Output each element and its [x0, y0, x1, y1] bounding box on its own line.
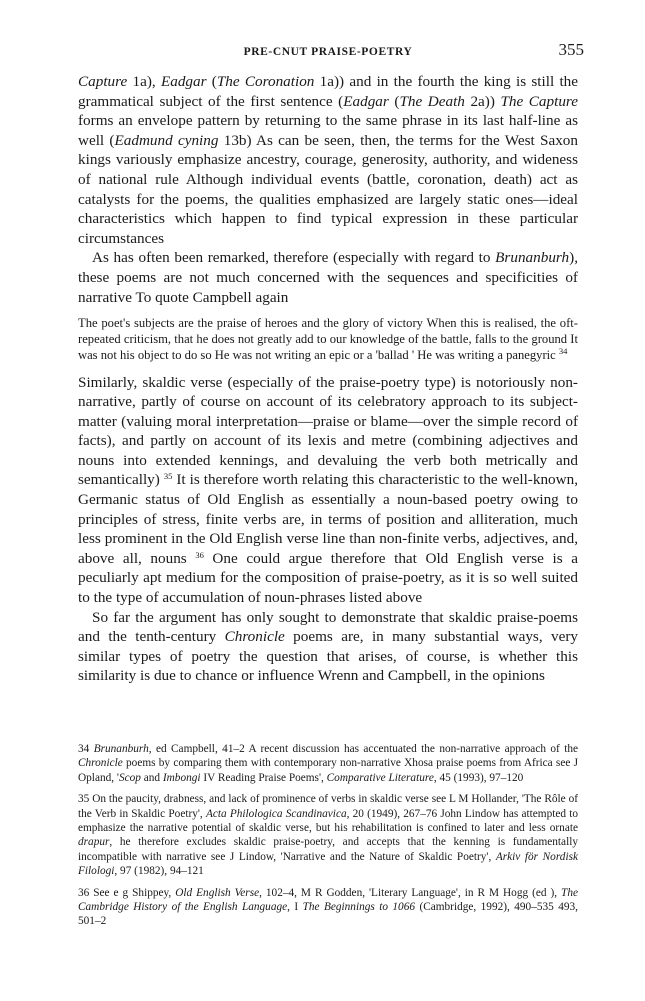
footnote-ref: 34 [558, 345, 568, 356]
italic-text: The Beginnings to 1066 [302, 901, 416, 914]
text-run: As has often been remarked, therefore (especially with regard to [92, 249, 496, 267]
italic-text: The Capture [500, 92, 579, 110]
italic-text: The Cambridge History of the English Language [78, 886, 578, 914]
text-run: poems by comparing them with contemporary non-narrative Xhosa praise poems from Africa see J Opland, ' [78, 757, 578, 784]
text-run: 13b) As can be seen, then, the terms for the West Saxon kings variously emphasize ancestry, courage, generosity, authority, and wideness of national rule Although individual events (battle, coronation, death) act as catalysts for the poems, the qualities emphasized are largely static ones—ideal characteristics which happen to find typical expression in these particular circumstances [78, 131, 578, 247]
italic-text: Acta Philologica Scandinavica [205, 807, 347, 820]
footnote-34 [78, 742, 578, 785]
text-run: (Cambridge, 1992), 490–535 493, 501–2 [78, 901, 578, 928]
text-run: and [140, 771, 163, 784]
text-run: 35 On the paucity, drabness, and lack of prominence of verbs in skaldic verse see L M Hollander, 'The Rôle of the Verb in Skaldic Poetry', [78, 793, 578, 820]
text-run: The poet's subjects are the praise of heroes and the glory of victory When this is realised, the oft-repeated criticism, that he does not greatly add to our knowledge of the battle, falls to the ground It was not his object to do so He was not writing an epic or a 'ballad ' He was writing a panegyric [78, 316, 578, 362]
italic-text: The Coronation [216, 73, 315, 90]
paragraph [78, 248, 578, 307]
italic-text: Brunanburh [495, 249, 570, 267]
text-run: It is therefore worth relating this characteristic to the well-known, Germanic status of Old English as essentially a noun-based poetry owing to principles of stress, finite verbs are, in terms of position and alliteration, much less prominent in the Old English verse line than non-finite verbs, adjectives, and, above all, nouns [78, 471, 578, 567]
italic-text: Chronicle [224, 628, 285, 646]
italic-text: Eadgar [160, 73, 207, 90]
text-run: 1a)) and in the fourth the king is still the grammatical subject of the first sentence ( [78, 73, 578, 110]
text-run: poems are, in many substantial ways, very similar types of poetry the question that arises, of course, is whether this similarity is due to chance or influence Wrenn and Campbell, in the opinions [78, 628, 578, 685]
italic-text: Chronicle [78, 757, 123, 770]
footnote-ref: 36 [195, 549, 204, 560]
text-run: Similarly, skaldic verse (especially of the praise-poetry type) is notoriously non-narrative, partly of course on account of its celebratory approach to its subject-matter (valuing moral interpretation—praise or blame—over the simple record of facts), and partly on account of its lexis and metre (combining adjectives and nouns into extended kennings, and devaluing the verb both metrically and semantically) [78, 373, 578, 489]
text-run: , 102–4, M R Godden, 'Literary Language', in R M Hogg (ed ), [259, 886, 562, 899]
italic-text: Eadgar [343, 92, 389, 110]
text-run: , 20 (1949), 267–76 John Lindow has attempted to emphasize the narrative potential of skaldic verse, but his rehabilitation is confined to later and less ornate [78, 807, 579, 835]
page-header [78, 40, 584, 62]
italic-text: Brunanburh [93, 743, 149, 755]
paragraph [78, 373, 578, 608]
text-run: IV Reading Praise Poems', [200, 771, 327, 784]
text-run: 2a)) [464, 92, 501, 110]
text-run: 36 See e g Shippey, [78, 886, 176, 899]
text-run: ), these poems are not much concerned with the sequences and specificities of narrative To quote Campbell again [78, 249, 578, 306]
block-quote [78, 316, 578, 363]
page-number: 355 [558, 40, 584, 59]
text-run: So far the argument has only sought to demonstrate that skaldic praise-poems and the tenth-century [78, 608, 578, 646]
italic-text: Arkiv för Nordisk Filologi [78, 850, 579, 878]
running-head: PRE-CNUT PRAISE-POETRY [243, 46, 413, 58]
footnote-35 [78, 792, 578, 878]
italic-text: Imbongi [162, 771, 201, 784]
footnote-36 [78, 886, 578, 929]
footnotes [78, 742, 578, 936]
text-run: , he therefore excludes skaldic praise-poetry, and accepts that the kenning is fundamentally incompatible with narrative see J Lindow, 'Narrative and the Nature of Skaldic Poetry', [78, 836, 578, 863]
main-text [78, 72, 578, 686]
footnote-ref: 35 [163, 471, 173, 482]
paragraph [78, 608, 578, 686]
italic-text: Old English Verse [175, 886, 260, 899]
italic-text: drapur [78, 836, 110, 849]
text-run: 34 [78, 743, 94, 755]
italic-text: Comparative Literature [326, 771, 434, 784]
italic-text: Capture [78, 73, 128, 90]
paragraph [78, 72, 578, 248]
italic-text: Eadmund cyning [114, 131, 219, 149]
text-run: , 97 (1982), 94–121 [114, 865, 204, 878]
italic-text: The Death [399, 92, 465, 110]
text-run: , ed Campbell, 41–2 A recent discussion has accentuated the non-narrative approach of the [148, 743, 578, 755]
text-run: 1a), [127, 73, 161, 90]
text-run: ( [388, 92, 400, 110]
text-run: , 45 (1993), 97–120 [433, 771, 524, 784]
text-run: , I [287, 901, 303, 914]
text-run: One could argue therefore that Old English verse is a peculiarly apt medium for the composition of praise-poetry, as it is so well suited to the type of accumulation of noun-phrases listed above [78, 549, 578, 607]
text-run: ( [206, 73, 217, 90]
italic-text: Scop [118, 771, 141, 784]
text-run: forms an envelope pattern by returning to the same phrase in its last half-line as well ( [78, 112, 578, 149]
